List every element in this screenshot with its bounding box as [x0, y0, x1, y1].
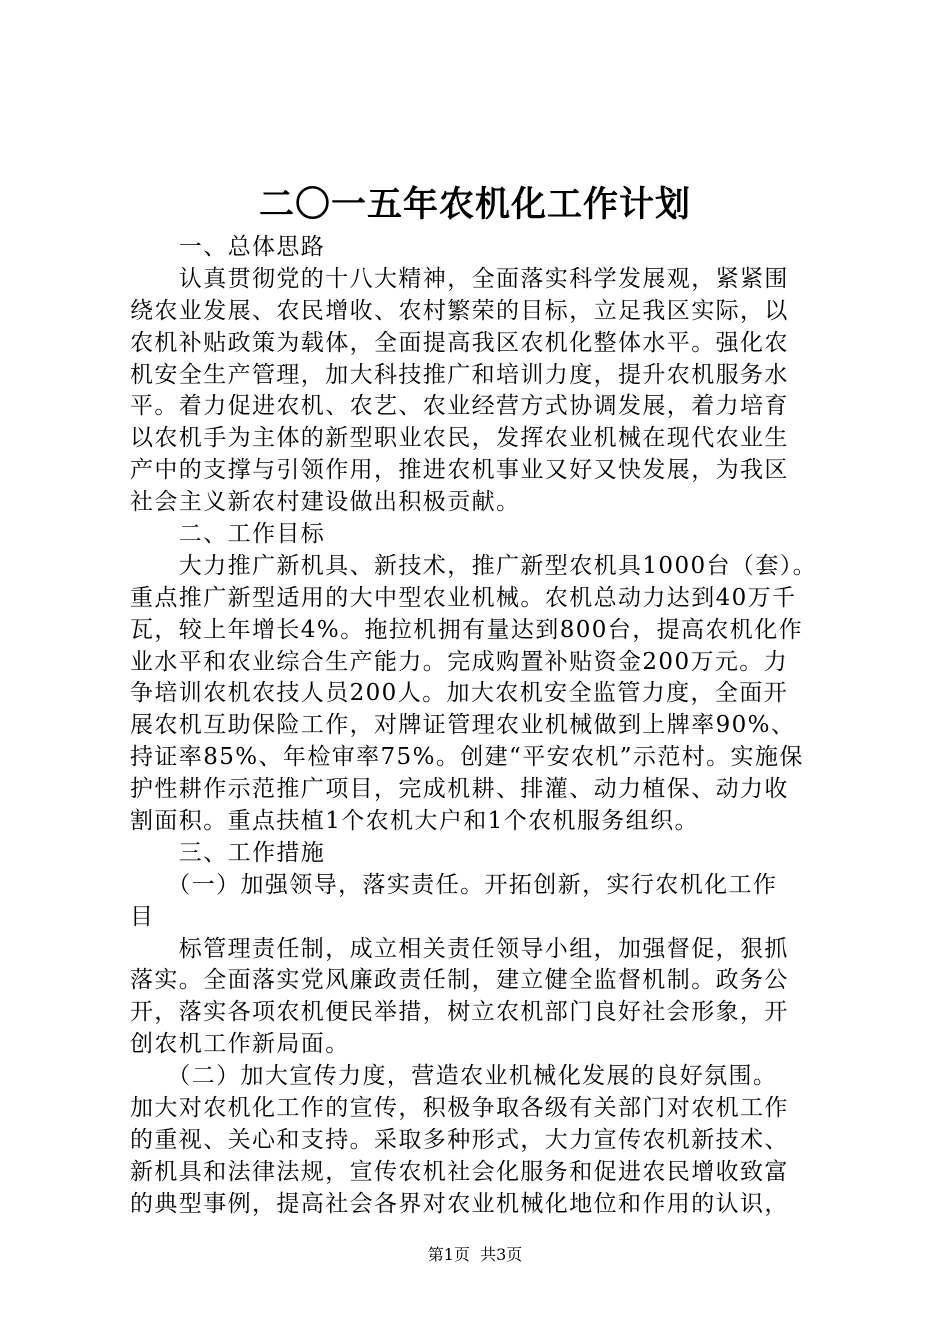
document-title: 二〇一五年农机化工作计划	[258, 184, 691, 225]
paragraph-line: 以农机手为主体的新型职业农民，发挥农业机械在现代农业生	[130, 425, 789, 452]
document-body	[130, 232, 840, 1221]
paragraph-line: 展农机互助保险工作，对牌证管理农业机械做到上牌率90%、	[130, 712, 796, 739]
paragraph-line: 新机具和法律法规，宣传农机社会化服务和促进农民增收致富	[130, 1158, 789, 1185]
paragraph-line: 落实。全面落实党风廉政责任制，建立健全监督机制。政务公	[130, 967, 789, 994]
section-heading: 二、工作目标	[130, 521, 326, 548]
paragraph-line: 瓦，较上年增长4%。拖拉机拥有量达到800台，提高农机化作	[130, 616, 803, 643]
paragraph-line: 大力推广新机具、新技术，推广新型农机具1000台（套）。	[130, 552, 818, 579]
section-heading: 三、工作措施	[130, 839, 326, 866]
paragraph-line: 持证率85%、年检审率75%。创建“平安农机”示范村。实施保	[130, 744, 804, 771]
paragraph-line: 的重视、关心和支持。采取多种形式，大力宣传农机新技术、	[130, 1126, 789, 1153]
paragraph-line: 机安全生产管理，加大科技推广和培训力度，提升农机服务水	[130, 361, 789, 388]
paragraph-line: 绕农业发展、农民增收、农村繁荣的目标，立足我区实际，以	[130, 297, 789, 324]
paragraph-line: 争培训农机农技人员200人。加大农机安全监管力度，全面开	[130, 680, 789, 707]
paragraph-line: 割面积。重点扶植1个农机大户和1个农机服务组织。	[130, 808, 699, 835]
paragraph-line: 加大对农机化工作的宣传，积极争取各级有关部门对农机工作	[130, 1095, 789, 1122]
paragraph-line: 业水平和农业综合生产能力。完成购置补贴资金200万元。力	[130, 648, 789, 675]
paragraph-line: 目	[130, 903, 155, 930]
paragraph-line: 开，落实各项农机便民举措，树立农机部门良好社会形象，开	[130, 999, 789, 1026]
paragraph-line: 护性耕作示范推广项目，完成机耕、排灌、动力植保、动力收	[130, 776, 789, 803]
paragraph-line: 平。着力促进农机、农艺、农业经营方式协调发展，着力培育	[130, 393, 789, 420]
section-heading: 一、总体思路	[130, 234, 326, 260]
paragraph-line: 标管理责任制，成立相关责任领导小组，加强督促，狠抓	[130, 935, 789, 962]
paragraph-line: 社会主义新农村建设做出积极贡献。	[130, 489, 521, 516]
paragraph-line: 创农机工作新局面。	[130, 1031, 350, 1058]
subsection-heading: （一）加强领导，落实责任。开拓创新，实行农机化工作	[130, 871, 778, 898]
page-footer: 第1页 共3页	[427, 1245, 523, 1264]
paragraph-line: 的典型事例，提高社会各界对农业机械化地位和作用的认识，	[130, 1190, 789, 1217]
subsection-heading: （二）加大宣传力度，营造农业机械化发展的良好氛围。	[130, 1063, 778, 1090]
paragraph-line: 农机补贴政策为载体，全面提高我区农机化整体水平。强化农	[130, 329, 789, 356]
paragraph-line: 产中的支撑与引领作用，推进农机事业又好又快发展，为我区	[130, 457, 789, 484]
paragraph-line: 认真贯彻党的十八大精神，全面落实科学发展观，紧紧围	[130, 265, 789, 292]
paragraph-line: 重点推广新型适用的大中型农业机械。农机总动力达到40万千	[130, 584, 797, 611]
